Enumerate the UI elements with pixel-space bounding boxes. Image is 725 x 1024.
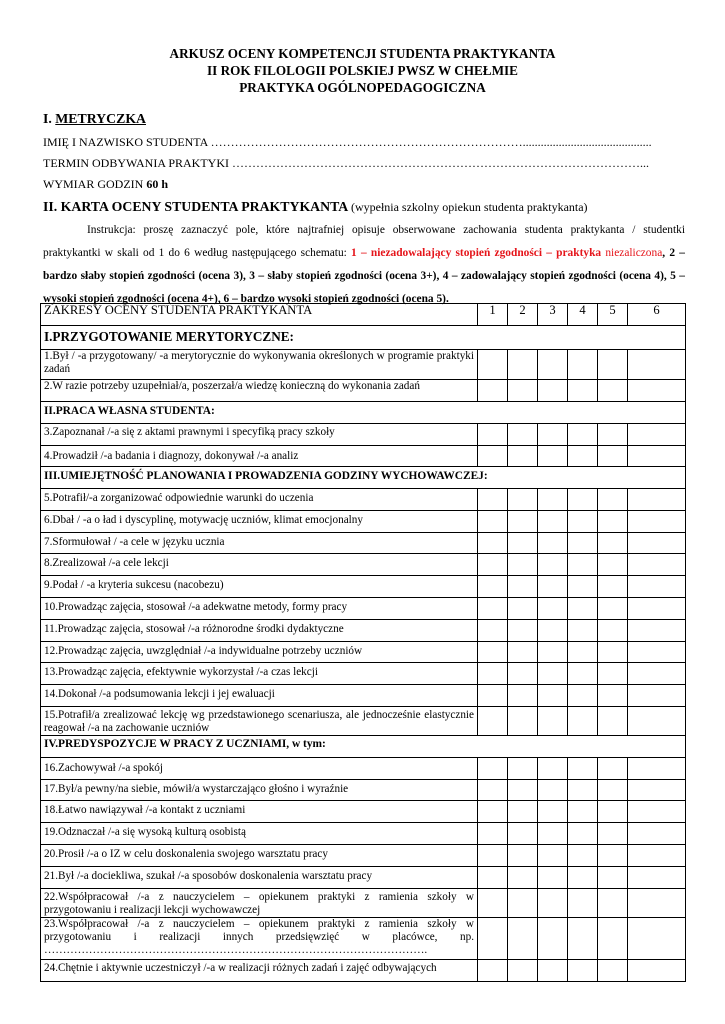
score-cell[interactable] [478, 801, 508, 823]
table-row [41, 918, 686, 960]
score-cell[interactable] [508, 707, 538, 736]
criterion-text: 12.Prowadząc zajęcia, uwzględniał /-a indywidualne potrzeby uczniów [41, 642, 478, 663]
criterion-text: 5.Potrafił/-a zorganizować odpowiednie warunki do uczenia [41, 489, 478, 511]
score-cell[interactable] [478, 845, 508, 867]
table-row [41, 446, 686, 467]
score-cell[interactable] [568, 446, 598, 467]
section-row [41, 326, 686, 350]
score-cell[interactable] [628, 598, 686, 620]
score-cell[interactable] [628, 707, 686, 736]
score-cell[interactable] [628, 533, 686, 554]
table-row [41, 424, 686, 446]
score-cell[interactable] [628, 642, 686, 663]
score-cell[interactable] [598, 620, 628, 642]
score-cell[interactable] [508, 801, 538, 823]
score-cell[interactable] [628, 446, 686, 467]
score-cell[interactable] [508, 620, 538, 642]
score-cell[interactable] [538, 533, 568, 554]
criterion-text: 21.Był /-a dociekliwa, szukał /-a sposobów doskonalenia warsztatu pracy [41, 867, 478, 889]
criterion-text: 20.Prosił /-a o IZ w celu doskonalenia swojego warsztatu pracy [41, 845, 478, 867]
score-cell[interactable] [508, 446, 538, 467]
table-row [41, 576, 686, 598]
karta-note: (wypełnia szkolny opiekun studenta praktykanta) [350, 200, 588, 214]
criterion-text: 23.Współpracował /-a z nauczycielem – opiekunem praktyki z ramienia szkoły w przygotowaniu i realizacji innych przedsięwzięć w placówce, np. …………………………………………………………………………………………. [41, 918, 478, 960]
score-cell[interactable] [478, 707, 508, 736]
score-cell[interactable] [598, 685, 628, 707]
score-cell[interactable] [538, 380, 568, 402]
document-title-line2: II ROK FILOLOGII POLSKIEJ PWSZ W CHEŁMIE [207, 63, 518, 78]
score-cell[interactable] [478, 424, 508, 446]
score-cell[interactable] [628, 576, 686, 598]
criterion-text: 15.Potrafił/a zrealizować lekcję wg przedstawionego scenariusza, ale jednocześnie elastycznie reagował /-a na zachowanie uczniów [41, 707, 478, 736]
score-cell[interactable] [508, 533, 538, 554]
criterion-text: 2.W razie potrzeby uzupełniał/a, poszerzał/a wiedzę konieczną do wykonania zadań [41, 380, 478, 402]
score-cell[interactable] [538, 424, 568, 446]
student-name-field: IMIĘ I NAZWISKO STUDENTA ……………………………………………………………………........................................... [43, 135, 652, 149]
score-cell[interactable] [628, 823, 686, 845]
section-karta-heading [43, 199, 588, 215]
score-cell[interactable] [568, 350, 598, 380]
section-row [41, 402, 686, 424]
table-row [41, 758, 686, 780]
table-row [41, 823, 686, 845]
score-cell[interactable] [538, 845, 568, 867]
score-cell[interactable] [628, 801, 686, 823]
practice-term-field: TERMIN ODBYWANIA PRAKTYKI …………………………………………………………………………………………... [43, 156, 649, 170]
table-header-row [41, 304, 686, 326]
score-cell[interactable] [508, 918, 538, 960]
instructions-fail-word: niezaliczona [605, 247, 663, 259]
score-cell[interactable] [538, 663, 568, 685]
score-cell[interactable] [508, 823, 538, 845]
score-cell[interactable] [568, 663, 598, 685]
criterion-text: 18.Łatwo nawiązywał /-a kontakt z uczniami [41, 801, 478, 823]
score-cell[interactable] [598, 380, 628, 402]
score-cell[interactable] [538, 867, 568, 889]
score-cell[interactable] [538, 511, 568, 533]
hours-value: 60 h [146, 177, 169, 191]
criterion-text: 14.Dokonał /-a podsumowania lekcji i jej ewaluacji [41, 685, 478, 707]
table-row [41, 598, 686, 620]
criterion-text: 22.Współpracował /-a z nauczycielem – opiekunem praktyki z ramienia szkoły w przygotowaniu i realizacji lekcji wychowawczej [41, 889, 478, 918]
score-cell[interactable] [538, 350, 568, 380]
score-cell[interactable] [598, 707, 628, 736]
score-cell[interactable] [568, 533, 598, 554]
criterion-text: 16.Zachowywał /-a spokój [41, 758, 478, 780]
score-cell[interactable] [598, 918, 628, 960]
score-cell[interactable] [568, 576, 598, 598]
score-cell[interactable] [538, 707, 568, 736]
score-cell[interactable] [508, 845, 538, 867]
table-row [41, 960, 686, 982]
score-cell[interactable] [538, 758, 568, 780]
score-cell[interactable] [538, 620, 568, 642]
score-cell[interactable] [508, 867, 538, 889]
table-row [41, 685, 686, 707]
score-cell[interactable] [568, 758, 598, 780]
score-cell[interactable] [478, 889, 508, 918]
score-cell[interactable] [628, 889, 686, 918]
score-cell[interactable] [508, 380, 538, 402]
score-cell[interactable] [598, 489, 628, 511]
table-row [41, 554, 686, 576]
score-cell[interactable] [478, 576, 508, 598]
karta-title: II. KARTA OCENY STUDENTA PRAKTYKANTA [43, 199, 348, 214]
score-cell[interactable] [598, 511, 628, 533]
section-row [41, 736, 686, 758]
score-cell[interactable] [628, 758, 686, 780]
section-heading: IV.PREDYSPOZYCJE W PRACY Z UCZNIAMI, w tym: [41, 736, 686, 758]
table-row [41, 620, 686, 642]
score-cell[interactable] [568, 918, 598, 960]
score-cell[interactable] [598, 424, 628, 446]
score-cell[interactable] [508, 642, 538, 663]
score-cell[interactable] [478, 663, 508, 685]
section-heading: III.UMIEJĘTNOŚĆ PLANOWANIA I PROWADZENIA GODZINY WYCHOWAWCZEJ: [41, 467, 686, 489]
instructions-scale: , 2 – bardzo słaby stopień zgodności (ocena 3), 3 – słaby stopień zgodności (ocena 3+), 4 – zadowalający stopień zgodności (ocena 4), 5 – wysoki stopień zgodności (ocena 4+), 6 – bardzo wysoki stopień zgodności (ocena 5). [43, 247, 685, 305]
score-cell[interactable] [508, 424, 538, 446]
score-cell[interactable] [598, 598, 628, 620]
score-cell[interactable] [478, 350, 508, 380]
section-row [41, 467, 686, 489]
score-cell[interactable] [628, 685, 686, 707]
score-cell[interactable] [478, 446, 508, 467]
score-cell[interactable] [598, 446, 628, 467]
table-row [41, 845, 686, 867]
score-cell[interactable] [568, 642, 598, 663]
score-cell[interactable] [598, 758, 628, 780]
criterion-text: 10.Prowadząc zajęcia, stosował /-a adekwatne metody, formy pracy [41, 598, 478, 620]
score-cell[interactable] [508, 350, 538, 380]
score-cell[interactable] [538, 918, 568, 960]
criterion-text: 9.Podał / -a kryteria sukcesu (nacobezu) [41, 576, 478, 598]
document-title-line3: PRAKTYKA OGÓLNOPEDAGOGICZNA [239, 80, 486, 95]
table-row [41, 350, 686, 380]
score-cell[interactable] [538, 801, 568, 823]
score-cell[interactable] [538, 598, 568, 620]
scale-header-2: 2 [508, 304, 538, 326]
score-cell[interactable] [478, 642, 508, 663]
instructions-text: Instrukcja: proszę zaznaczyć pole, które najtrafniej opisuje obserwowane zachowania studenta praktykanta / studentki praktykantki w skali od 1 do 6 według następującego schematu: [43, 224, 685, 259]
score-cell[interactable] [478, 918, 508, 960]
score-cell[interactable] [568, 889, 598, 918]
table-row [41, 642, 686, 663]
score-cell[interactable] [628, 663, 686, 685]
score-cell[interactable] [568, 707, 598, 736]
score-cell[interactable] [598, 823, 628, 845]
score-cell[interactable] [508, 489, 538, 511]
score-cell[interactable] [568, 867, 598, 889]
hours-label: WYMIAR GODZIN [43, 177, 144, 191]
score-cell[interactable] [538, 554, 568, 576]
score-cell[interactable] [568, 511, 598, 533]
score-cell[interactable] [628, 867, 686, 889]
assessment-table [40, 303, 686, 982]
criterion-text: 24.Chętnie i aktywnie uczestniczył /-a w realizacji różnych zadań i zajęć odbywających [41, 960, 478, 982]
score-cell[interactable] [508, 511, 538, 533]
section-heading: II.PRACA WŁASNA STUDENTA: [41, 402, 686, 424]
score-cell[interactable] [628, 511, 686, 533]
table-row [41, 780, 686, 801]
section-number: I. [43, 111, 52, 126]
section-title: METRYCZKA [55, 111, 147, 126]
section-heading: I.PRZYGOTOWANIE MERYTORYCZNE: [41, 326, 686, 350]
score-cell[interactable] [598, 867, 628, 889]
instructions-fail-level: 1 – niezadowalający stopień zgodności – praktyka [351, 247, 602, 259]
table-row [41, 511, 686, 533]
score-cell[interactable] [628, 845, 686, 867]
section-metryczka-heading [43, 111, 146, 127]
score-cell[interactable] [598, 960, 628, 982]
criterion-text: 13.Prowadząc zajęcia, efektywnie wykorzystał /-a czas lekcji [41, 663, 478, 685]
document-title-line1: ARKUSZ OCENY KOMPETENCJI STUDENTA PRAKTYKANTA [169, 46, 556, 61]
score-cell[interactable] [568, 489, 598, 511]
score-cell[interactable] [568, 424, 598, 446]
score-cell[interactable] [568, 598, 598, 620]
score-cell[interactable] [478, 758, 508, 780]
score-cell[interactable] [628, 350, 686, 380]
score-cell[interactable] [538, 780, 568, 801]
score-cell[interactable] [478, 598, 508, 620]
score-cell[interactable] [598, 780, 628, 801]
score-cell[interactable] [568, 801, 598, 823]
criterion-text: 4.Prowadził /-a badania i diagnozy, dokonywał /-a analiz [41, 446, 478, 467]
score-cell[interactable] [538, 889, 568, 918]
criterion-text: 6.Dbał / -a o ład i dyscyplinę, motywację uczniów, klimat emocjonalny [41, 511, 478, 533]
scale-header-5: 5 [598, 304, 628, 326]
criterion-text: 8.Zrealizował /-a cele lekcji [41, 554, 478, 576]
score-cell[interactable] [628, 554, 686, 576]
score-cell[interactable] [508, 663, 538, 685]
score-cell[interactable] [538, 960, 568, 982]
score-cell[interactable] [538, 576, 568, 598]
score-cell[interactable] [598, 889, 628, 918]
score-cell[interactable] [508, 598, 538, 620]
score-cell[interactable] [478, 620, 508, 642]
score-cell[interactable] [598, 663, 628, 685]
score-cell[interactable] [598, 845, 628, 867]
score-cell[interactable] [628, 489, 686, 511]
table-row [41, 489, 686, 511]
table-row [41, 889, 686, 918]
score-cell[interactable] [628, 960, 686, 982]
score-cell[interactable] [478, 533, 508, 554]
score-cell[interactable] [478, 511, 508, 533]
score-cell[interactable] [478, 960, 508, 982]
score-cell[interactable] [628, 380, 686, 402]
table-header-label: ZAKRESY OCENY STUDENTA PRAKTYKANTA [41, 304, 478, 326]
criterion-text: 3.Zapoznanał /-a się z aktami prawnymi i specyfiką pracy szkoły [41, 424, 478, 446]
criterion-text: 11.Prowadząc zajęcia, stosował /-a różnorodne środki dydaktyczne [41, 620, 478, 642]
scale-header-6: 6 [628, 304, 686, 326]
score-cell[interactable] [568, 554, 598, 576]
score-cell[interactable] [598, 642, 628, 663]
criterion-text: 19.Odznaczał /-a się wysoką kulturą osobistą [41, 823, 478, 845]
score-cell[interactable] [508, 960, 538, 982]
score-cell[interactable] [628, 780, 686, 801]
score-cell[interactable] [538, 642, 568, 663]
score-cell[interactable] [538, 685, 568, 707]
score-cell[interactable] [478, 489, 508, 511]
score-cell[interactable] [598, 801, 628, 823]
score-cell[interactable] [478, 823, 508, 845]
score-cell[interactable] [568, 780, 598, 801]
table-row [41, 663, 686, 685]
score-cell[interactable] [628, 918, 686, 960]
table-row [41, 533, 686, 554]
table-row [41, 801, 686, 823]
scale-header-3: 3 [538, 304, 568, 326]
score-cell[interactable] [538, 446, 568, 467]
score-cell[interactable] [538, 823, 568, 845]
score-cell[interactable] [478, 380, 508, 402]
instructions-paragraph [43, 219, 685, 311]
score-cell[interactable] [598, 533, 628, 554]
score-cell[interactable] [628, 620, 686, 642]
score-cell[interactable] [508, 780, 538, 801]
score-cell[interactable] [568, 685, 598, 707]
criterion-text: 17.Był/a pewny/na siebie, mówił/a wystarczająco głośno i wyraźnie [41, 780, 478, 801]
hours-line [43, 177, 168, 192]
criterion-text: 7.Sformułował / -a cele w języku ucznia [41, 533, 478, 554]
table-row [41, 707, 686, 736]
score-cell[interactable] [568, 823, 598, 845]
score-cell[interactable] [508, 889, 538, 918]
criterion-text: 1.Był / -a przygotowany/ -a merytorycznie do wykonywania określonych w programie praktyki zadań [41, 350, 478, 380]
score-cell[interactable] [478, 685, 508, 707]
score-cell[interactable] [508, 576, 538, 598]
table-row [41, 867, 686, 889]
scale-header-1: 1 [478, 304, 508, 326]
table-row [41, 380, 686, 402]
score-cell[interactable] [478, 554, 508, 576]
score-cell[interactable] [568, 380, 598, 402]
score-cell[interactable] [568, 620, 598, 642]
score-cell[interactable] [478, 867, 508, 889]
score-cell[interactable] [508, 758, 538, 780]
score-cell[interactable] [508, 554, 538, 576]
scale-header-4: 4 [568, 304, 598, 326]
score-cell[interactable] [478, 780, 508, 801]
score-cell[interactable] [568, 960, 598, 982]
score-cell[interactable] [598, 576, 628, 598]
score-cell[interactable] [508, 685, 538, 707]
score-cell[interactable] [598, 350, 628, 380]
score-cell[interactable] [538, 489, 568, 511]
score-cell[interactable] [628, 424, 686, 446]
score-cell[interactable] [568, 845, 598, 867]
score-cell[interactable] [598, 554, 628, 576]
